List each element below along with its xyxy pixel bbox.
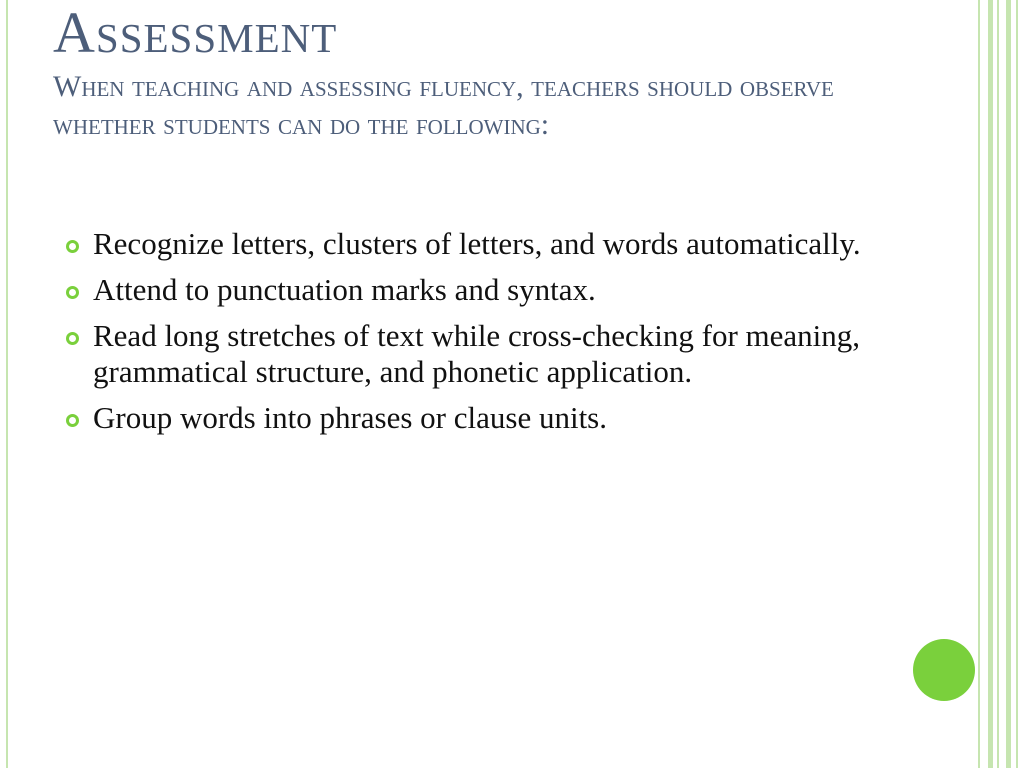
bullet-item (66, 400, 866, 436)
bullet-text: Recognize letters, clusters of letters, and words automatically. (93, 226, 861, 261)
right-stripe-decoration (976, 0, 1024, 768)
stripe (1016, 0, 1018, 768)
stripe (988, 0, 993, 768)
stripe (997, 0, 999, 768)
bullet-text: Attend to punctuation marks and syntax. (93, 272, 596, 307)
left-border-line (6, 0, 8, 768)
bullet-text: Group words into phrases or clause units. (93, 400, 607, 435)
bullet-text: Read long stretches of text while cross-checking for meaning, grammatical structure, and phonetic application. (93, 318, 861, 389)
stripe (978, 0, 980, 768)
slide-title: Assessment (53, 0, 338, 65)
slide-title-block (53, 2, 883, 144)
green-circle-decoration (913, 639, 975, 701)
bullet-item (66, 272, 866, 308)
bullet-item (66, 226, 866, 262)
ring-bullet-icon (66, 240, 79, 253)
ring-bullet-icon (66, 332, 79, 345)
bullet-list (66, 226, 866, 446)
ring-bullet-icon (66, 414, 79, 427)
ring-bullet-icon (66, 286, 79, 299)
stripe (1006, 0, 1011, 768)
bullet-item (66, 318, 866, 390)
slide-subtitle: When teaching and assessing fluency, teachers should observe whether students can do the following: (53, 70, 834, 141)
